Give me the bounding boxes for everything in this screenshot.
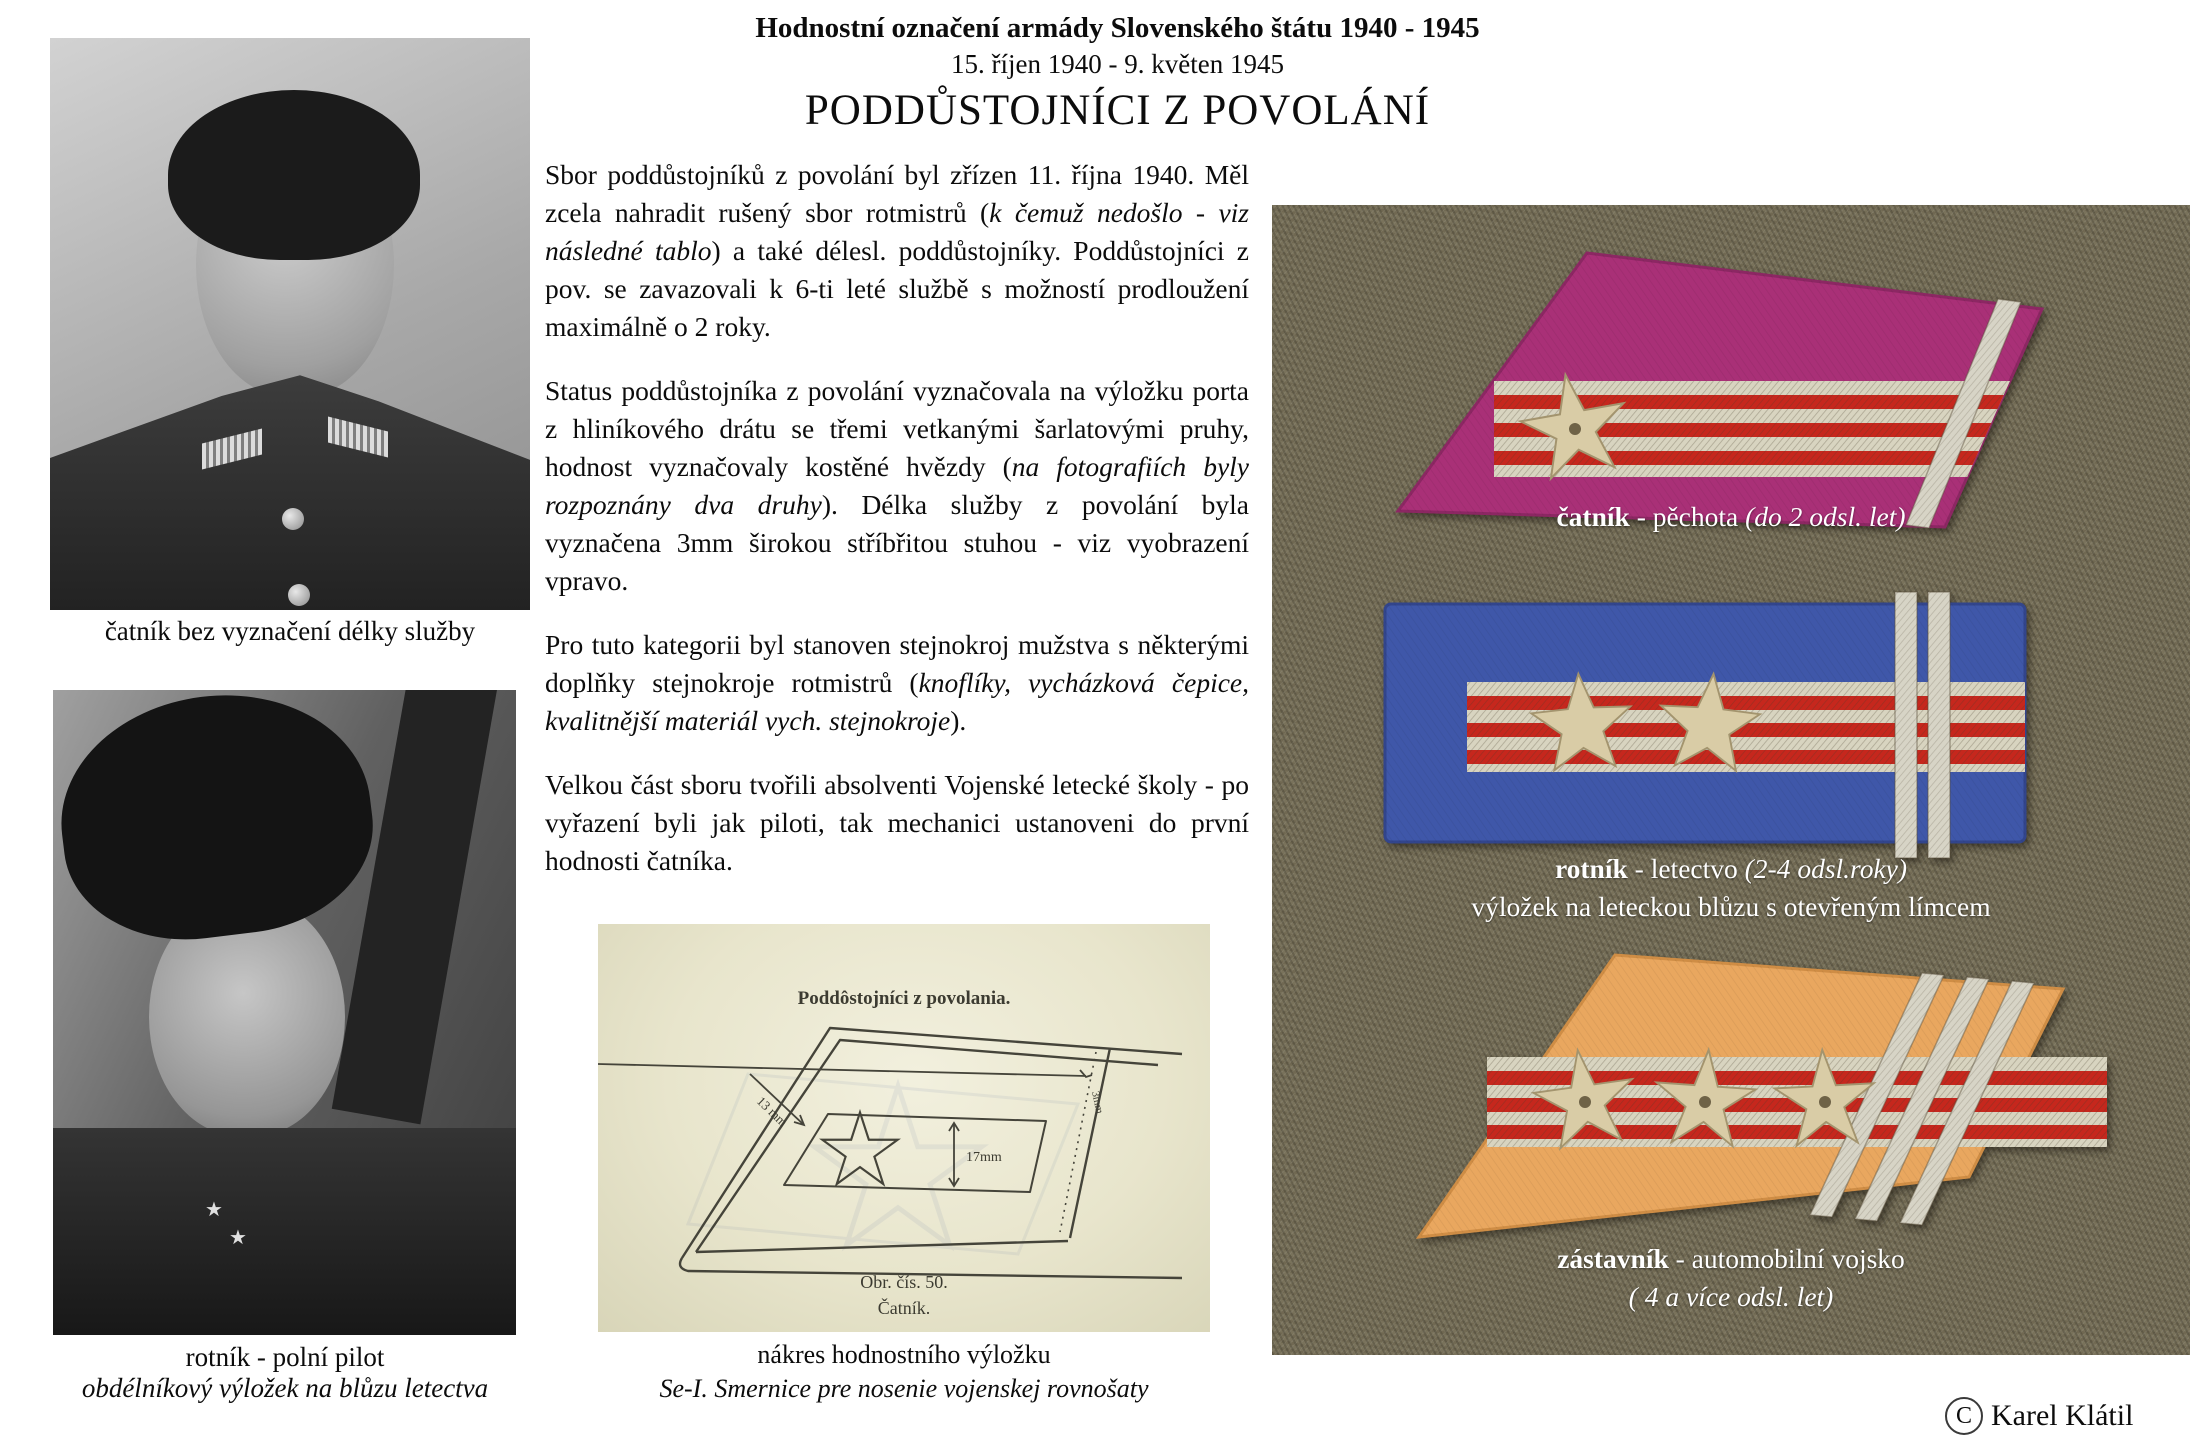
- figure-number: Obr. čís. 50.: [860, 1272, 948, 1292]
- paragraph-4: Velkou část sboru tvořili absolventi Vojenské letecké školy - po vyřazení byli jak piloti, tak mechanici ustanoveni do první hodnosti čatníka.: [545, 769, 1249, 876]
- insignia-rotnik-letectvo: [1377, 590, 2047, 862]
- photo2-caption-line1: rotník - polní pilot: [185, 1342, 385, 1372]
- dim-17mm: 17mm: [966, 1150, 1002, 1165]
- photo2-cockpit: [53, 1128, 516, 1335]
- credit: [1945, 1397, 2195, 1435]
- poster-subtitle: 15. říjen 1940 - 9. květen 1945: [951, 49, 1284, 79]
- drawing-title: Poddôstojníci z povolania.: [797, 988, 1011, 1009]
- paragraph-2: Status poddůstojníka z povolání vyznačovala na výložku porta z hliníkového drátu se třemi vetkanými šarlatovými pruhy, hodnost vyznačovaly kostěné hvězdy (na fotografiích byly rozpoznány dva druhy). Délka služby z povolání byla vyznačena 3mm širokou stříbřitou stuhou - viz vyobrazení vpravo.: [545, 375, 1250, 596]
- photo-catnik-portrait: [50, 38, 530, 610]
- insignia-panel: [1272, 205, 2190, 1355]
- drawing-scan: [598, 924, 1210, 1332]
- photo1-caption: čatník bez vyznačení délky služby: [104, 616, 476, 646]
- poster-title: Hodnostní označení armády Slovenského štátu 1940 - 1945: [755, 12, 1480, 44]
- photo1-button: [288, 584, 310, 606]
- insignia2-caption2: výložek na leteckou blůzu s otevřeným límcem: [1471, 891, 1991, 922]
- photo2-caption: [30, 1342, 540, 1404]
- insignia3-caption: zástavník - automobilní vojsko: [1557, 1243, 1905, 1274]
- credit-name: Karel Klátil: [1991, 1399, 2134, 1432]
- photo2-collar-star: ★: [229, 1227, 247, 1249]
- copyright-icon: C: [1945, 1397, 1983, 1435]
- insignia-zastavnik-autovojsko: [1357, 935, 2107, 1257]
- drawing-caption: [598, 1338, 1210, 1406]
- section-heading: PODDŮSTOJNÍCI Z POVOLÁNÍ: [804, 87, 1431, 134]
- insignia3-caption2: ( 4 a více odsl. let): [1628, 1281, 1834, 1312]
- photo-rotnik-pilot: [53, 690, 516, 1335]
- photo2-collar-star: ★: [205, 1199, 223, 1221]
- drawing-caption-line2: Se-I. Smernice pre nosenie vojenskej rovnošaty: [659, 1374, 1149, 1403]
- figure-name: Čatník.: [877, 1298, 931, 1318]
- drawing-caption-line1: nákres hodnostního výložku: [757, 1340, 1051, 1369]
- photo1-button: [282, 508, 304, 530]
- body-text: [545, 156, 1249, 906]
- photo2-caption-line2: obdélníkový výložek na blůzu letectva: [81, 1373, 489, 1403]
- paragraph-3: Pro tuto kategorii byl stanoven stejnokroj mužstva s některými doplňky stejnokroje rotmistrů (knoflíky, vycházková čepice, kvalitnější materiál vych. stejnokroje).: [545, 629, 1249, 736]
- drawing-sketch: [598, 924, 1210, 1332]
- dim-3mm: 3mm: [1089, 1090, 1106, 1115]
- dim-13mm: 13 mm: [753, 1093, 791, 1130]
- page-bleed: [688, 1074, 1078, 1254]
- insignia1-caption: čatník - pěchota (do 2 odsl. let): [1556, 501, 1906, 532]
- paragraph-1: Sbor poddůstojníků z povolání byl zřízen 11. října 1940. Měl zcela nahradit rušený sbor rotmistrů (k čemuž nedošlo - viz následné tablo) a také délesl. poddůstojníky. Poddůstojníci z pov. se zavazovali k 6-ti leté službě s možností prodloužení maximálně o 2 roky.: [545, 159, 1249, 342]
- patch-outline: [680, 1028, 1182, 1278]
- photo1-hair: [168, 90, 420, 260]
- insignia2-caption: rotník - letectvo (2-4 odsl.roky): [1554, 853, 1908, 884]
